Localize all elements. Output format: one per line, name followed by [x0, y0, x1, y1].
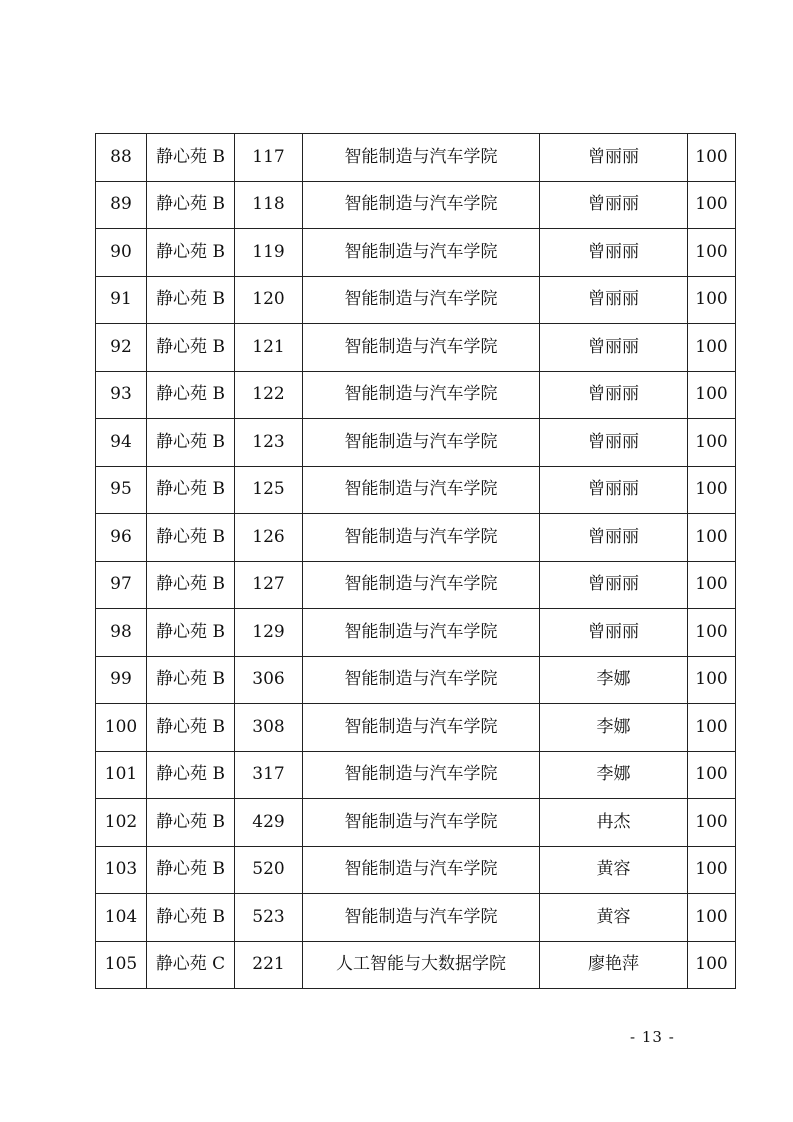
- college-cell: 智能制造与汽车学院: [303, 466, 540, 514]
- college-cell: 智能制造与汽车学院: [303, 181, 540, 229]
- building-cell: 静心苑 B: [147, 846, 235, 894]
- row-index-cell: 88: [96, 134, 147, 182]
- building-cell: 静心苑 B: [147, 276, 235, 324]
- counselor-cell: 黄容: [540, 894, 688, 942]
- row-index-cell: 89: [96, 181, 147, 229]
- score-cell: 100: [688, 704, 736, 752]
- college-cell: 智能制造与汽车学院: [303, 656, 540, 704]
- row-index-cell: 101: [96, 751, 147, 799]
- table-row: [96, 181, 736, 229]
- building-cell: 静心苑 B: [147, 514, 235, 562]
- counselor-cell: 曾丽丽: [540, 134, 688, 182]
- room-number-cell: 117: [235, 134, 303, 182]
- counselor-cell: 黄容: [540, 846, 688, 894]
- row-index-cell: 95: [96, 466, 147, 514]
- room-number-cell: 317: [235, 751, 303, 799]
- counselor-cell: 曾丽丽: [540, 324, 688, 372]
- college-cell: 智能制造与汽车学院: [303, 799, 540, 847]
- counselor-cell: 曾丽丽: [540, 371, 688, 419]
- building-cell: 静心苑 B: [147, 561, 235, 609]
- score-cell: 100: [688, 514, 736, 562]
- table-row: [96, 894, 736, 942]
- row-index-cell: 100: [96, 704, 147, 752]
- room-number-cell: 118: [235, 181, 303, 229]
- college-cell: 智能制造与汽车学院: [303, 704, 540, 752]
- counselor-cell: 曾丽丽: [540, 609, 688, 657]
- page-number: - 13 -: [630, 1028, 675, 1046]
- row-index-cell: 96: [96, 514, 147, 562]
- counselor-cell: 曾丽丽: [540, 276, 688, 324]
- room-number-cell: 120: [235, 276, 303, 324]
- counselor-cell: 李娜: [540, 751, 688, 799]
- counselor-cell: 曾丽丽: [540, 466, 688, 514]
- score-cell: 100: [688, 134, 736, 182]
- building-cell: 静心苑 C: [147, 941, 235, 989]
- college-cell: 智能制造与汽车学院: [303, 229, 540, 277]
- room-number-cell: 121: [235, 324, 303, 372]
- row-index-cell: 97: [96, 561, 147, 609]
- row-index-cell: 99: [96, 656, 147, 704]
- college-cell: 智能制造与汽车学院: [303, 846, 540, 894]
- table-row: [96, 229, 736, 277]
- row-index-cell: 92: [96, 324, 147, 372]
- dormitory-table: [95, 133, 736, 989]
- row-index-cell: 104: [96, 894, 147, 942]
- row-index-cell: 94: [96, 419, 147, 467]
- table-row: [96, 514, 736, 562]
- college-cell: 智能制造与汽车学院: [303, 371, 540, 419]
- counselor-cell: 冉杰: [540, 799, 688, 847]
- table-row: [96, 846, 736, 894]
- score-cell: 100: [688, 894, 736, 942]
- counselor-cell: 曾丽丽: [540, 181, 688, 229]
- room-number-cell: 520: [235, 846, 303, 894]
- room-number-cell: 308: [235, 704, 303, 752]
- row-index-cell: 102: [96, 799, 147, 847]
- room-number-cell: 125: [235, 466, 303, 514]
- score-cell: 100: [688, 229, 736, 277]
- college-cell: 智能制造与汽车学院: [303, 419, 540, 467]
- room-number-cell: 122: [235, 371, 303, 419]
- row-index-cell: 93: [96, 371, 147, 419]
- counselor-cell: 李娜: [540, 704, 688, 752]
- college-cell: 智能制造与汽车学院: [303, 324, 540, 372]
- table-row: [96, 561, 736, 609]
- score-cell: 100: [688, 561, 736, 609]
- college-cell: 智能制造与汽车学院: [303, 751, 540, 799]
- table-row: [96, 324, 736, 372]
- counselor-cell: 曾丽丽: [540, 419, 688, 467]
- counselor-cell: 曾丽丽: [540, 561, 688, 609]
- score-cell: 100: [688, 466, 736, 514]
- table-body: [96, 134, 736, 989]
- counselor-cell: 曾丽丽: [540, 229, 688, 277]
- building-cell: 静心苑 B: [147, 419, 235, 467]
- score-cell: 100: [688, 181, 736, 229]
- table-row: [96, 276, 736, 324]
- college-cell: 智能制造与汽车学院: [303, 561, 540, 609]
- row-index-cell: 91: [96, 276, 147, 324]
- counselor-cell: 曾丽丽: [540, 514, 688, 562]
- table-row: [96, 609, 736, 657]
- score-cell: 100: [688, 609, 736, 657]
- building-cell: 静心苑 B: [147, 799, 235, 847]
- building-cell: 静心苑 B: [147, 656, 235, 704]
- counselor-cell: 李娜: [540, 656, 688, 704]
- college-cell: 智能制造与汽车学院: [303, 134, 540, 182]
- row-index-cell: 103: [96, 846, 147, 894]
- building-cell: 静心苑 B: [147, 229, 235, 277]
- table-row: [96, 134, 736, 182]
- score-cell: 100: [688, 656, 736, 704]
- table-row: [96, 704, 736, 752]
- building-cell: 静心苑 B: [147, 181, 235, 229]
- room-number-cell: 523: [235, 894, 303, 942]
- score-cell: 100: [688, 276, 736, 324]
- table-row: [96, 371, 736, 419]
- room-number-cell: 119: [235, 229, 303, 277]
- room-number-cell: 127: [235, 561, 303, 609]
- college-cell: 智能制造与汽车学院: [303, 276, 540, 324]
- score-cell: 100: [688, 324, 736, 372]
- building-cell: 静心苑 B: [147, 324, 235, 372]
- table-row: [96, 751, 736, 799]
- table-row: [96, 799, 736, 847]
- building-cell: 静心苑 B: [147, 894, 235, 942]
- table-row: [96, 941, 736, 989]
- room-number-cell: 306: [235, 656, 303, 704]
- score-cell: 100: [688, 419, 736, 467]
- building-cell: 静心苑 B: [147, 466, 235, 514]
- college-cell: 智能制造与汽车学院: [303, 514, 540, 562]
- score-cell: 100: [688, 799, 736, 847]
- score-cell: 100: [688, 751, 736, 799]
- building-cell: 静心苑 B: [147, 609, 235, 657]
- building-cell: 静心苑 B: [147, 371, 235, 419]
- room-number-cell: 123: [235, 419, 303, 467]
- row-index-cell: 98: [96, 609, 147, 657]
- counselor-cell: 廖艳萍: [540, 941, 688, 989]
- row-index-cell: 105: [96, 941, 147, 989]
- score-cell: 100: [688, 846, 736, 894]
- table-row: [96, 419, 736, 467]
- table-row: [96, 656, 736, 704]
- room-number-cell: 129: [235, 609, 303, 657]
- college-cell: 智能制造与汽车学院: [303, 894, 540, 942]
- row-index-cell: 90: [96, 229, 147, 277]
- score-cell: 100: [688, 941, 736, 989]
- college-cell: 智能制造与汽车学院: [303, 609, 540, 657]
- table-row: [96, 466, 736, 514]
- college-cell: 人工智能与大数据学院: [303, 941, 540, 989]
- score-cell: 100: [688, 371, 736, 419]
- room-number-cell: 429: [235, 799, 303, 847]
- building-cell: 静心苑 B: [147, 751, 235, 799]
- room-number-cell: 221: [235, 941, 303, 989]
- building-cell: 静心苑 B: [147, 704, 235, 752]
- room-number-cell: 126: [235, 514, 303, 562]
- building-cell: 静心苑 B: [147, 134, 235, 182]
